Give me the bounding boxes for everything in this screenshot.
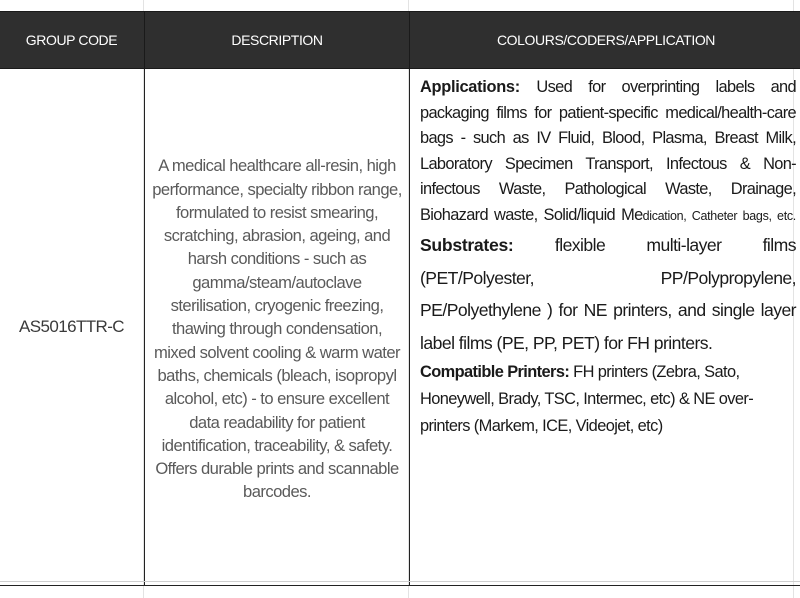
header-row xyxy=(0,12,800,69)
header-colours-coders-application[interactable]: COLOURS/CODERS/APPLICATION xyxy=(410,12,800,69)
printers-paragraph xyxy=(420,359,796,440)
printers-label: Compatible Printers: xyxy=(420,363,574,381)
description-cell[interactable]: A medical healthcare all-resin, high performance, specialty ribbon range, formulated to resist smearing, scratching, abrasion, ageing, and harsh conditions - such as gamma/steam/autoclave sterilisation, cryogenic freezing, thawing through condensation, mixed solvent cooling & warm water baths, chemicals (bleach, isopropyl alcohol, etc) - to ensure excellent data readability for patient identification, traceability, & safety. Offers durable prints and scannable barcodes. xyxy=(145,69,410,586)
application-cell[interactable] xyxy=(410,69,800,586)
substrates-label: Substrates: xyxy=(420,235,555,255)
applications-paragraph xyxy=(420,75,796,359)
applications-text-small: dication, Catheter bags, etc. xyxy=(642,208,796,223)
applications-label: Applications: xyxy=(420,78,537,96)
sheet-gridline xyxy=(0,581,800,582)
printers-text: FH printers (Zebra, Sato, Honeywell, Brady, TSC, Intermec, etc) & NE over-printers (Markem, ICE, Videojet, etc) xyxy=(420,363,754,435)
group-code-cell[interactable]: AS5016TTR-C xyxy=(0,69,145,586)
header-description[interactable]: DESCRIPTION xyxy=(145,12,410,69)
substrates-text: flexible multi-layer films (PET/Polyester, PP/Polypropylene, PE/Polyethylene ) for NE printers, and single layer label films (PE, PP, PET) for FH printers. xyxy=(420,235,796,353)
spreadsheet-table xyxy=(0,11,800,586)
table-row xyxy=(0,69,800,586)
applications-text: Used for overprinting labels and packaging films for patient-specific medical/health-care bags - such as IV Fluid, Blood, Plasma, Breast Milk, Laboratory Specimen Transport, Infectous & Non-infectous Waste, Pathological Waste, Drainage, Biohazard waste, Solid/liquid Me xyxy=(420,78,796,224)
header-group-code[interactable]: GROUP CODE xyxy=(0,12,145,69)
